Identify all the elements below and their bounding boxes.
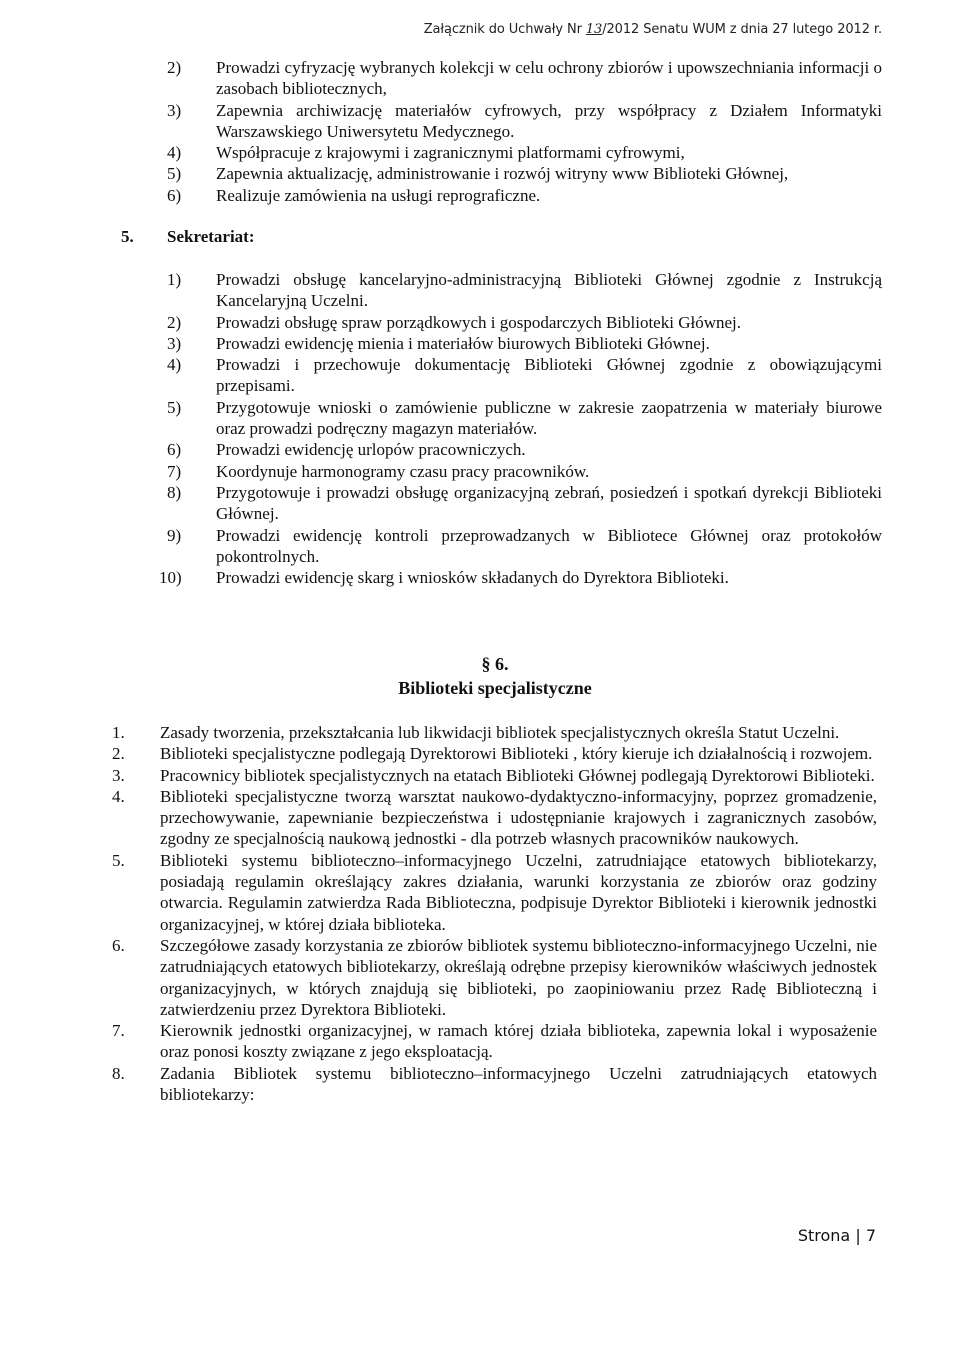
list-item: [167, 525, 882, 568]
item-text: Przygotowuje wnioski o zamówienie publiczne w zakresie zaopatrzenia w materiały biurowe oraz prowadzi podręczny magazyn materiałów.: [216, 397, 882, 439]
item-number: 5): [167, 397, 182, 417]
item-number: 6): [167, 440, 182, 460]
item-text: Szczegółowe zasady korzystania ze zbiorów bibliotek systemu biblioteczno-informacyjnego Uczelni, nie zatrudniających etatowych bibliotekarzy, określają odrębne przepisy kierowników właściwych jednostek organizacyjnych, w których znajdują się biblioteki, po zaopiniowaniu przez Radę Biblioteczną i zatwierdzeniu przez Dyrektora Biblioteki.: [160, 935, 877, 1019]
footer-separator: |: [855, 1226, 861, 1245]
item-number: 3.: [112, 765, 125, 785]
item-number: 7.: [112, 1021, 125, 1041]
footer-label: Strona: [797, 1226, 851, 1245]
list-item: [112, 786, 877, 850]
sekretariat-tasks-list: [159, 269, 882, 588]
item-text: Prowadzi cyfryzację wybranych kolekcji w celu ochrony zbiorów i upowszechniania informacji o zasobach bibliotecznych,: [216, 58, 882, 99]
list-item: [167, 142, 882, 163]
item-text: Prowadzi i przechowuje dokumentację Biblioteki Głównej zgodnie z obowiązującymi przepisami.: [216, 355, 882, 396]
paragraph-sign: § 6.: [481, 654, 509, 674]
item-text: Zasady tworzenia, przekształcania lub likwidacji bibliotek specjalistycznych określa Statut Uczelni.: [160, 723, 840, 742]
item-number: 1.: [112, 723, 125, 742]
list-item: [167, 312, 882, 333]
item-number: 4.: [112, 786, 125, 806]
item-text: Prowadzi ewidencję urlopów pracowniczych.: [216, 440, 526, 460]
item-number: 6.: [112, 935, 125, 955]
paragraph-title: Biblioteki specjalistyczne: [398, 678, 592, 698]
list-item: [167, 333, 882, 354]
item-text: Koordynuje harmonogramy czasu pracy pracowników.: [216, 461, 590, 481]
item-number: 8.: [112, 1063, 125, 1083]
list-item: [167, 185, 882, 206]
list-item: [112, 743, 877, 764]
list-item: [167, 163, 882, 184]
list-item: [112, 1063, 877, 1106]
item-text: Współpracuje z krajowymi i zagranicznymi platformami cyfrowymi,: [216, 143, 685, 163]
list-item: [167, 482, 882, 525]
list-item: [167, 269, 882, 312]
item-number: 5.: [112, 850, 125, 870]
list-item: [167, 354, 882, 397]
item-text: Prowadzi ewidencję mienia i materiałów biurowych Biblioteki Głównej.: [216, 333, 710, 353]
item-number: 10): [159, 568, 182, 588]
header-text-after: /2012 Senatu WUM z dnia 27 lutego 2012 r.: [602, 22, 882, 37]
list-item: [112, 1020, 877, 1063]
item-text: Prowadzi obsługę kancelaryjno-administracyjną Biblioteki Głównej zgodnie z Instrukcją Kancelaryjną Uczelni.: [216, 270, 882, 311]
list-item: [112, 850, 877, 935]
item-text: Przygotowuje i prowadzi obsługę organizacyjną zebrań, posiedzeń i spotkań dyrekcji Biblioteki Głównej.: [216, 482, 882, 524]
item-number: 4): [167, 143, 182, 163]
page-footer: [798, 1226, 876, 1245]
item-number: 2): [167, 312, 182, 332]
page-number: 7: [865, 1226, 876, 1245]
page-header: [424, 22, 882, 37]
list-item: [167, 439, 882, 460]
list-item: [159, 567, 882, 588]
list-item: [167, 57, 882, 100]
item-text: Zapewnia aktualizację, administrowanie i rozwój witryny www Biblioteki Głównej,: [216, 164, 789, 184]
item-text: Prowadzi ewidencję skarg i wniosków składanych do Dyrektora Biblioteki.: [216, 568, 729, 588]
item-text: Prowadzi obsługę spraw porządkowych i gospodarczych Biblioteki Głównej.: [216, 312, 741, 332]
specialist-libraries-list: [112, 722, 877, 1105]
item-text: Biblioteki specjalistyczne tworzą warsztat naukowo-dydaktyczno-informacyjny, poprzez gromadzenie, przechowywanie, zapewnianie bezpieczeństwa i udostępnianie krajowych i zagranicznych zasobów, zgodny ze specjalnością naukową jednostki - dla potrzeb własnych pracowników naukowych.: [160, 786, 877, 849]
item-number: 2.: [112, 744, 125, 764]
item-text: Realizuje zamówienia na usługi reprograficzne.: [216, 185, 541, 205]
item-number: 7): [167, 461, 182, 481]
list-item: [167, 100, 882, 143]
section-number: 5.: [121, 227, 134, 246]
item-text: Zadania Bibliotek systemu biblioteczno–informacyjnego Uczelni zatrudniających etatowych bibliotekarzy:: [160, 1063, 877, 1105]
item-text: Zapewnia archiwizację materiałów cyfrowych, przy współpracy z Działem Informatyki Warszawskiego Uniwersytetu Medycznego.: [216, 100, 882, 141]
item-number: 4): [167, 355, 182, 375]
digital-tasks-list: [167, 57, 882, 206]
item-text: Biblioteki systemu biblioteczno–informacyjnego Uczelni, zatrudniające etatowych bibliotekarzy, posiadają regulamin określający zakres działania, warunki korzystania ze zbiorów oraz godziny otwarcia. Regulamin zatwierdza Rada Biblioteczna, podpisuje Dyrektor Biblioteki i kierownik jednostki organizacyjnej, w której działa biblioteka.: [160, 850, 877, 934]
section-heading-sekretariat: [121, 227, 255, 247]
item-text: Kierownik jednostki organizacyjnej, w ramach której działa biblioteka, zapewnia lokal i wyposażenie oraz ponosi koszty związane z jego eksploatacją.: [160, 1021, 877, 1062]
list-item: [112, 935, 877, 1020]
item-number: 3): [167, 100, 182, 120]
list-item: [112, 765, 877, 786]
handwritten-resolution-number: 13: [585, 22, 603, 37]
list-item: [167, 461, 882, 482]
item-text: Pracownicy bibliotek specjalistycznych na etatach Biblioteki Głównej podlegają Dyrektorowi Biblioteki.: [160, 765, 875, 785]
item-number: 1): [167, 270, 182, 289]
item-number: 2): [167, 58, 182, 77]
item-number: 3): [167, 333, 182, 353]
section-title: Sekretariat:: [167, 227, 255, 246]
item-number: 8): [167, 482, 182, 502]
item-text: Biblioteki specjalistyczne podlegają Dyrektorowi Biblioteki , który kieruje ich działalnością i rozwojem.: [160, 744, 873, 764]
item-number: 6): [167, 185, 182, 205]
item-text: Prowadzi ewidencję kontroli przeprowadzanych w Bibliotece Głównej oraz protokołów pokontrolnych.: [216, 525, 882, 566]
list-item: [112, 722, 877, 743]
item-number: 9): [167, 525, 182, 545]
item-number: 5): [167, 164, 182, 184]
header-text-before: Załącznik do Uchwały Nr: [423, 22, 586, 37]
list-item: [167, 397, 882, 440]
